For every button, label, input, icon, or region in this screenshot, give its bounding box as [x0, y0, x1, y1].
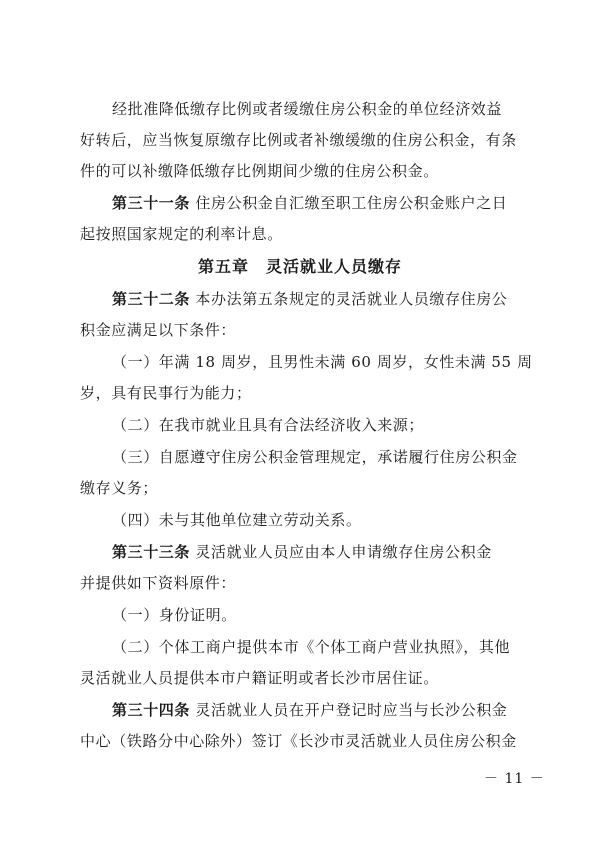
paragraph-line: 中心（铁路分中心除外）签订《长沙市灵活就业人员住房公积金	[80, 732, 517, 750]
article-34-title: 第三十四条	[112, 701, 191, 719]
paragraph-line: 积金应满足以下条件：	[80, 321, 237, 339]
article-31	[112, 194, 507, 212]
article-33-text: 灵活就业人员应由本人申请缴存住房公积金	[195, 543, 492, 561]
paragraph-line: 起按照国家规定的利率计息。	[80, 225, 283, 243]
condition-2: （二）在我市就业且具有合法经济收入来源；	[112, 416, 425, 434]
material-1: （一）身份证明。	[112, 606, 237, 624]
article-33-title: 第三十三条	[112, 543, 191, 561]
chapter-title: 第五章 灵活就业人员缴存	[197, 257, 402, 276]
article-33	[112, 543, 492, 561]
article-32-text: 本办法第五条规定的灵活就业人员缴存住房公	[195, 290, 508, 308]
paragraph-line: 灵活就业人员提供本市户籍证明或者长沙市居住证。	[80, 669, 439, 687]
paragraph-line: 好转后，应当恢复原缴存比例或者补缴缓缴的住房公积金，有条	[80, 131, 517, 149]
article-32	[112, 290, 507, 308]
condition-3: （三）自愿遵守住房公积金管理规定，承诺履行住房公积金	[112, 448, 518, 466]
article-31-title: 第三十一条	[112, 194, 191, 212]
paragraph-line: 经批准降低缴存比例或者缓缴住房公积金的单位经济效益	[112, 100, 503, 118]
article-32-title: 第三十二条	[112, 290, 191, 308]
article-31-text: 住房公积金自汇缴至职工住房公积金账户之日	[195, 194, 508, 212]
paragraph-line: 件的可以补缴降低缴存比例期间少缴的住房公积金。	[80, 162, 439, 180]
material-2: （二）个体工商户提供本市《个体工商户营业执照》，其他	[112, 638, 511, 656]
condition-1: （一）年满 18 周岁，且男性未满 60 周岁，女性未满 55 周	[112, 353, 533, 371]
paragraph-line: 缴存义务；	[80, 479, 159, 497]
condition-4: （四）未与其他单位建立劳动关系。	[112, 511, 362, 529]
article-34	[112, 701, 507, 719]
article-34-text: 灵活就业人员在开户登记时应当与长沙公积金	[195, 701, 508, 719]
paragraph-line: 并提供如下资料原件：	[80, 574, 237, 592]
paragraph-line: 岁，具有民事行为能力；	[80, 384, 252, 402]
page-number: － 11 －	[484, 771, 545, 787]
